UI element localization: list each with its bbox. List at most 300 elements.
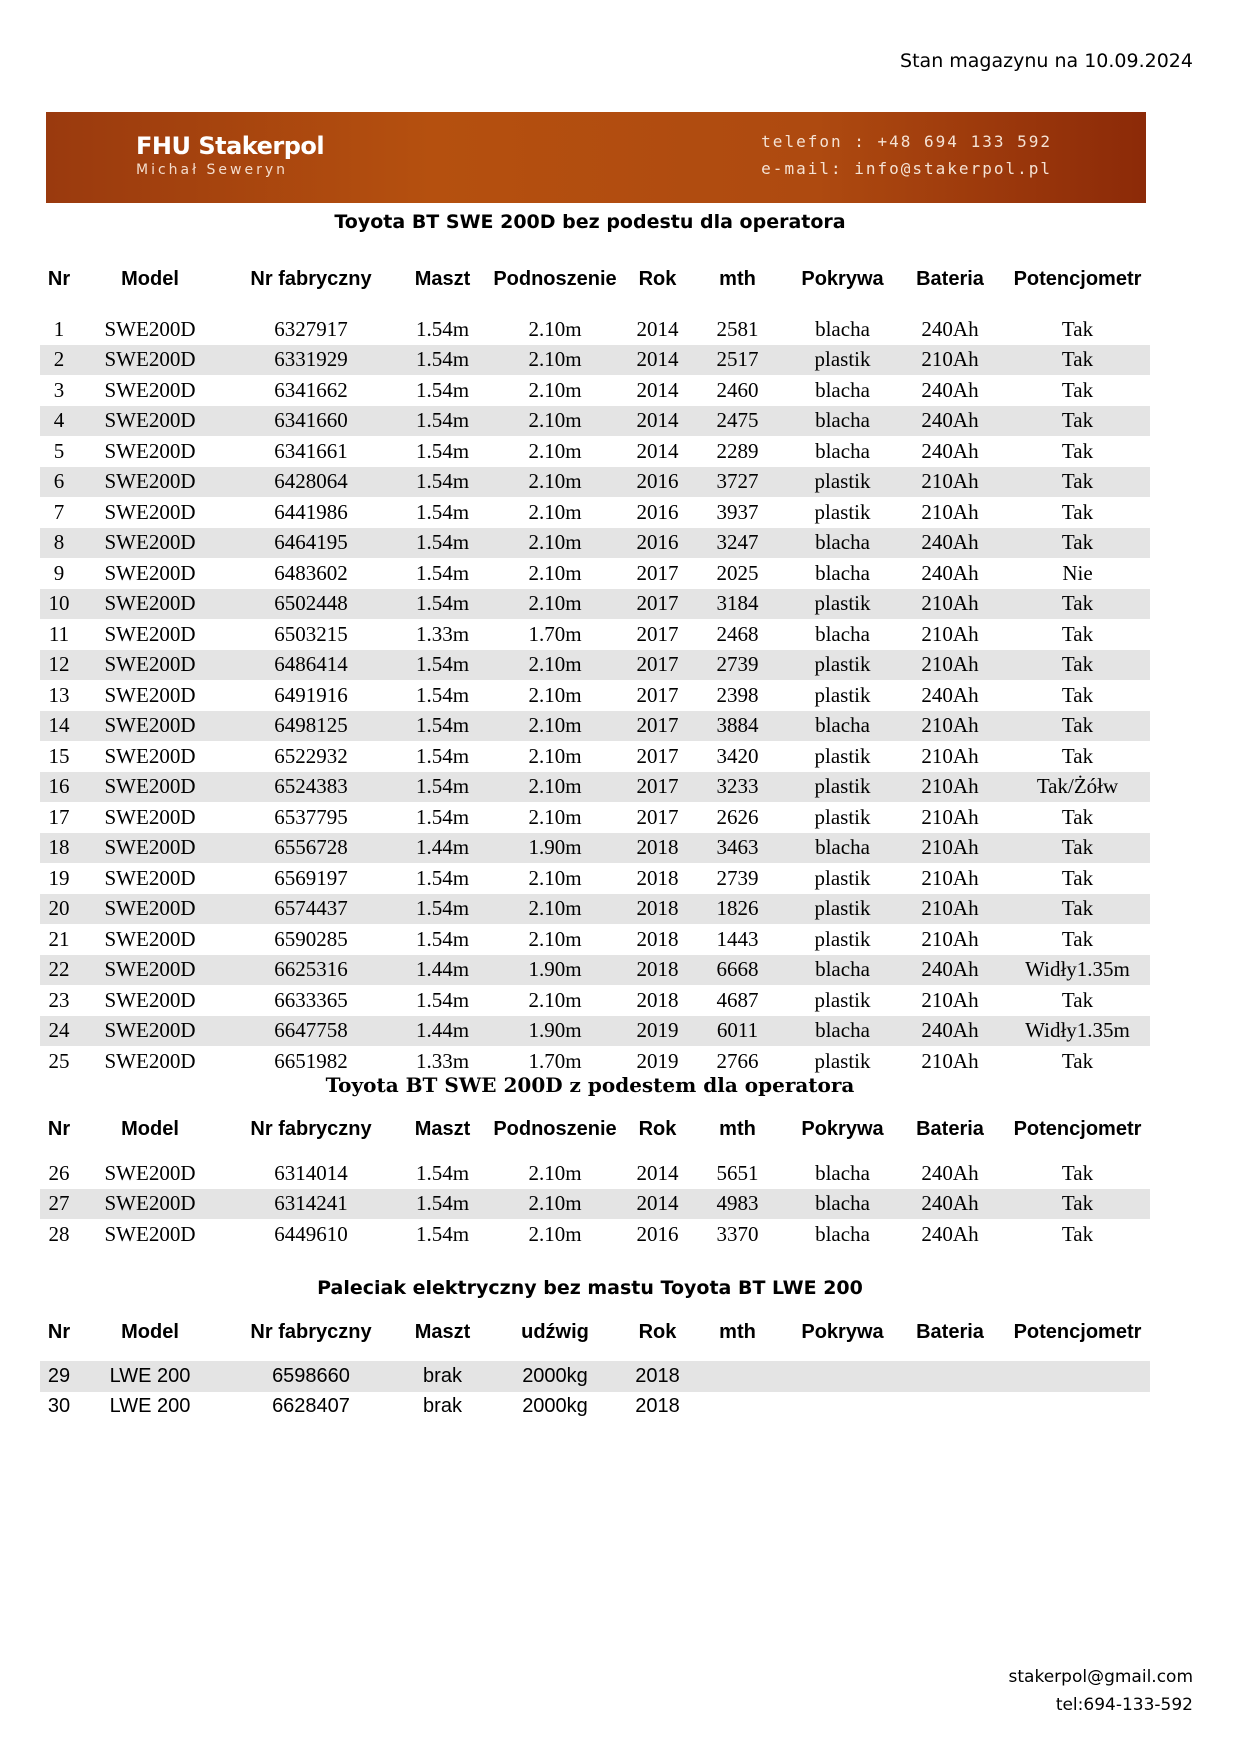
table-cell: 1.54m [415, 774, 470, 799]
table-cell: blacha [815, 621, 870, 646]
table-cell: 2018 [635, 1364, 680, 1387]
table-cell: SWE200D [104, 743, 196, 768]
table-cell: 6314014 [274, 1160, 348, 1185]
table-cell: 3233 [716, 774, 759, 799]
table-header-2 [40, 1114, 1150, 1144]
table-cell: 3184 [716, 591, 759, 616]
table-cell: 2017 [636, 743, 679, 768]
table-cell: 210Ah [921, 804, 979, 829]
table-cell: 6502448 [274, 591, 348, 616]
table-row [40, 314, 1150, 345]
table-cell: 210Ah [921, 987, 979, 1012]
column-header: Bateria [916, 1320, 984, 1343]
table-cell: blacha [815, 957, 870, 982]
table-cell: 6628407 [272, 1395, 350, 1418]
table-cell: 2739 [716, 652, 759, 677]
table-cell: 28 [48, 1221, 70, 1246]
table-cell: 2.10m [528, 1221, 582, 1246]
table-row [40, 1158, 1150, 1189]
table-cell: 2739 [716, 865, 759, 890]
table-cell: 2.10m [528, 1160, 582, 1185]
table-row [40, 528, 1150, 559]
table-cell: Tak [1061, 804, 1094, 829]
table-cell: 6598660 [272, 1364, 350, 1387]
table-cell [1005, 1361, 1150, 1392]
table-cell: 10 [48, 591, 70, 616]
table-cell: 6524383 [274, 774, 348, 799]
table-cell: 6428064 [274, 469, 348, 494]
table-cell: SWE200D [104, 804, 196, 829]
column-header: Nr fabryczny [250, 1320, 372, 1343]
table-cell: SWE200D [104, 1221, 196, 1246]
table-cell: 2.10m [528, 1191, 582, 1216]
table-cell: 2.10m [528, 682, 582, 707]
table-row [40, 589, 1150, 620]
table-cell: 6503215 [274, 621, 348, 646]
table-row [40, 558, 1150, 589]
table-cell: 210Ah [921, 347, 979, 372]
table-cell: 6464195 [274, 530, 348, 555]
table-row [40, 894, 1150, 925]
table-cell [785, 1392, 900, 1423]
table-cell: 210Ah [921, 621, 979, 646]
table-row [40, 680, 1150, 711]
table-cell: 2014 [636, 408, 679, 433]
column-header: Pokrywa [801, 1117, 884, 1140]
table-cell: 6556728 [274, 835, 348, 860]
column-header: Potencjometr [1013, 1320, 1142, 1343]
column-header: Bateria [916, 267, 984, 290]
table-cell: 240Ah [921, 1160, 979, 1185]
table-cell: 3370 [716, 1221, 759, 1246]
table-cell: 2017 [636, 560, 679, 585]
table-cell: blacha [815, 530, 870, 555]
table-cell: Tak [1061, 408, 1094, 433]
table-cell: 2017 [636, 804, 679, 829]
table-cell: 6449610 [274, 1221, 348, 1246]
table-cell: 2517 [716, 347, 759, 372]
table-cell: SWE200D [104, 1191, 196, 1216]
table-cell: 30 [47, 1395, 71, 1418]
table-cell: 240Ah [921, 560, 979, 585]
table-cell: 5651 [716, 1160, 759, 1185]
table-cell: SWE200D [104, 408, 196, 433]
owner-name: Michał Seweryn [136, 162, 289, 178]
table-cell: 6590285 [274, 926, 348, 951]
table-cell: SWE200D [104, 682, 196, 707]
table-cell: plastik [814, 347, 871, 372]
table-cell: SWE200D [104, 865, 196, 890]
table-cell: 2014 [636, 1160, 679, 1185]
table-cell: 1.33m [415, 621, 470, 646]
table-cell: SWE200D [104, 316, 196, 341]
table-cell: 17 [48, 804, 70, 829]
table-cell: 1.54m [415, 1191, 470, 1216]
column-header: mth [719, 267, 756, 290]
table-row [40, 1361, 1150, 1392]
column-header: Rok [638, 267, 677, 290]
table-cell: 2025 [716, 560, 759, 585]
table-cell: 2017 [636, 652, 679, 677]
table-row [40, 985, 1150, 1016]
table-cell: 2.10m [528, 316, 582, 341]
table-cell: 1.44m [415, 1018, 470, 1043]
table-cell: 3247 [716, 530, 759, 555]
table-cell: SWE200D [104, 1018, 196, 1043]
table-cell: 240Ah [921, 377, 979, 402]
table-row [40, 650, 1150, 681]
table-cell: 2.10m [528, 560, 582, 585]
table-cell: plastik [814, 987, 871, 1012]
table-cell: 23 [48, 987, 70, 1012]
table-cell: plastik [814, 743, 871, 768]
column-header: Potencjometr [1013, 1117, 1142, 1140]
table-cell: 2.10m [528, 743, 582, 768]
section-title-3: Paleciak elektryczny bez mastu Toyota BT LWE 200 [317, 1277, 863, 1299]
company-banner [46, 112, 1146, 203]
table-cell: plastik [814, 926, 871, 951]
table-row [40, 436, 1150, 467]
table-cell: 7 [53, 499, 65, 524]
table-cell: SWE200D [104, 896, 196, 921]
table-cell [1005, 1392, 1150, 1423]
table-cell: 1.54m [415, 743, 470, 768]
table-cell: 2.10m [528, 499, 582, 524]
table-cell: 210Ah [921, 713, 979, 738]
table-row [40, 1016, 1150, 1047]
table-cell: 19 [48, 865, 70, 890]
table-cell: 2.10m [528, 652, 582, 677]
column-header: Nr fabryczny [250, 1117, 372, 1140]
table-cell [895, 1361, 1005, 1392]
table-cell: 210Ah [921, 865, 979, 890]
table-cell: 1.54m [415, 438, 470, 463]
table-cell: plastik [814, 865, 871, 890]
table-cell: 3727 [716, 469, 759, 494]
table-cell: SWE200D [104, 469, 196, 494]
section-title-1: Toyota BT SWE 200D bez podestu dla operatora [334, 211, 846, 233]
table-cell: Widły1.35m [1025, 1018, 1130, 1043]
table-cell: 2014 [636, 347, 679, 372]
table-cell: blacha [815, 438, 870, 463]
table-cell: 2.10m [528, 347, 582, 372]
table-cell: 1.54m [415, 499, 470, 524]
table-cell: 14 [48, 713, 70, 738]
company-name: FHU Stakerpol [136, 132, 325, 160]
table-cell: 1.54m [415, 682, 470, 707]
column-header: Pokrywa [801, 267, 884, 290]
table-cell: 2018 [636, 987, 679, 1012]
table-cell: 2.10m [528, 896, 582, 921]
table-cell: 1.70m [528, 1048, 582, 1073]
table-cell: 21 [48, 926, 70, 951]
table-cell: 2.10m [528, 804, 582, 829]
table-cell: 240Ah [921, 316, 979, 341]
table-cell: blacha [815, 316, 870, 341]
table-cell: 6522932 [274, 743, 348, 768]
stock-date-label: Stan magazynu na 10.09.2024 [900, 50, 1193, 72]
column-header: Bateria [916, 1117, 984, 1140]
table-cell: 2626 [716, 804, 759, 829]
table-cell: 2014 [636, 316, 679, 341]
table-cell: 210Ah [921, 743, 979, 768]
table-cell: 2581 [716, 316, 759, 341]
table-cell: 2398 [716, 682, 759, 707]
table-row [40, 802, 1150, 833]
table-cell: LWE 200 [109, 1364, 191, 1387]
table-cell: 1.54m [415, 591, 470, 616]
table-cell: 6569197 [274, 865, 348, 890]
table-row [40, 833, 1150, 864]
table-header-1 [40, 264, 1150, 294]
table-row [40, 863, 1150, 894]
table-row [40, 741, 1150, 772]
table-cell: 1.54m [415, 377, 470, 402]
column-header: Potencjometr [1013, 267, 1142, 290]
table-cell: 2475 [716, 408, 759, 433]
footer-phone: tel:694-133-592 [1055, 1695, 1193, 1715]
table-cell: 6441986 [274, 499, 348, 524]
table-row [40, 1046, 1150, 1077]
table-cell: Tak/Żółw [1036, 774, 1119, 799]
table-cell: 2019 [636, 1048, 679, 1073]
table-row [40, 497, 1150, 528]
table-cell: 1.54m [415, 713, 470, 738]
table-cell: 2018 [636, 957, 679, 982]
table-cell: blacha [815, 1191, 870, 1216]
table-cell: Nie [1062, 560, 1093, 585]
table-cell: blacha [815, 1018, 870, 1043]
table-cell: 2.10m [528, 987, 582, 1012]
table-cell: 2017 [636, 682, 679, 707]
table-cell: Tak [1061, 347, 1094, 372]
table-cell [895, 1392, 1005, 1423]
column-header: Pokrywa [801, 1320, 884, 1343]
column-header: Podnoszenie [493, 267, 617, 290]
column-header: Rok [638, 1320, 677, 1343]
table-cell: 18 [48, 835, 70, 860]
table-cell: 2017 [636, 774, 679, 799]
table-cell: LWE 200 [109, 1395, 191, 1418]
table-row [40, 955, 1150, 986]
table-cell [785, 1361, 900, 1392]
table-cell: 1.90m [528, 835, 582, 860]
table-cell: SWE200D [104, 1160, 196, 1185]
footer-email: stakerpol@gmail.com [1008, 1667, 1193, 1687]
banner-email: e-mail: info@stakerpol.pl [761, 159, 1052, 178]
table-cell: 2016 [636, 530, 679, 555]
table-cell: Tak [1061, 591, 1094, 616]
table-cell: plastik [814, 499, 871, 524]
table-cell: 22 [48, 957, 70, 982]
table-cell: 2017 [636, 591, 679, 616]
table-cell: plastik [814, 1048, 871, 1073]
table-cell: 2.10m [528, 713, 582, 738]
table-cell: 2.10m [528, 591, 582, 616]
table-cell: plastik [814, 591, 871, 616]
table-cell: Tak [1061, 1160, 1094, 1185]
table-cell: 240Ah [921, 957, 979, 982]
table-cell: 1.54m [415, 408, 470, 433]
table-cell: 6498125 [274, 713, 348, 738]
banner-phone: telefon : +48 694 133 592 [761, 132, 1052, 151]
table-cell: 1.54m [415, 865, 470, 890]
table-cell: SWE200D [104, 1048, 196, 1073]
table-cell: 20 [48, 896, 70, 921]
table-cell: 1.44m [415, 835, 470, 860]
table-cell: 6574437 [274, 896, 348, 921]
table-body-1 [40, 314, 1150, 1077]
table-cell: 6486414 [274, 652, 348, 677]
table-cell: 6651982 [274, 1048, 348, 1073]
table-cell: 4 [53, 408, 65, 433]
table-cell: plastik [814, 774, 871, 799]
table-cell: 6341661 [274, 438, 348, 463]
table-cell: blacha [815, 835, 870, 860]
table-cell: 6314241 [274, 1191, 348, 1216]
table-cell: 24 [48, 1018, 70, 1043]
table-cell: 210Ah [921, 835, 979, 860]
table-cell: 1.54m [415, 1160, 470, 1185]
table-cell: 2016 [636, 1221, 679, 1246]
table-cell: 6537795 [274, 804, 348, 829]
table-cell: 240Ah [921, 530, 979, 555]
table-cell: SWE200D [104, 621, 196, 646]
table-cell: 2019 [636, 1018, 679, 1043]
table-cell: 2.10m [528, 865, 582, 890]
table-cell: 1.54m [415, 896, 470, 921]
table-cell: 2018 [636, 865, 679, 890]
table-row [40, 467, 1150, 498]
table-cell: 6 [53, 469, 65, 494]
table-cell: Tak [1061, 530, 1094, 555]
footer-contact [1009, 1663, 1193, 1719]
table-cell: SWE200D [104, 835, 196, 860]
table-cell: Tak [1061, 438, 1094, 463]
table-row [40, 375, 1150, 406]
table-cell: plastik [814, 469, 871, 494]
table-cell: 1.54m [415, 926, 470, 951]
table-row [40, 772, 1150, 803]
table-cell [700, 1361, 775, 1392]
table-cell: 240Ah [921, 438, 979, 463]
table-cell: Tak [1061, 621, 1094, 646]
table-cell: Tak [1061, 1191, 1094, 1216]
table-cell: 210Ah [921, 499, 979, 524]
column-header: Maszt [414, 1117, 471, 1140]
table-cell: 6011 [716, 1018, 759, 1043]
table-cell: 3420 [716, 743, 759, 768]
table-row [40, 1219, 1150, 1250]
table-cell: blacha [815, 408, 870, 433]
table-cell: 2018 [636, 896, 679, 921]
table-cell: Tak [1061, 713, 1094, 738]
table-cell: 6491916 [274, 682, 348, 707]
table-cell: SWE200D [104, 530, 196, 555]
table-row [40, 619, 1150, 650]
table-cell: 5 [53, 438, 65, 463]
table-cell: 4983 [716, 1191, 759, 1216]
section-title-2: Toyota BT SWE 200D z podestem dla operatora [325, 1073, 855, 1097]
table-cell: 2468 [716, 621, 759, 646]
table-cell: 6625316 [274, 957, 348, 982]
table-cell: 2000kg [522, 1395, 588, 1418]
table-cell: 1.70m [528, 621, 582, 646]
table-cell: 1.33m [415, 1048, 470, 1073]
table-cell: SWE200D [104, 652, 196, 677]
column-header: mth [719, 1117, 756, 1140]
table-cell: 8 [53, 530, 65, 555]
table-cell: 210Ah [921, 774, 979, 799]
table-cell: blacha [815, 560, 870, 585]
table-row [40, 1392, 1150, 1423]
table-cell: 210Ah [921, 652, 979, 677]
table-cell: plastik [814, 652, 871, 677]
table-cell: 2.10m [528, 774, 582, 799]
column-header: Rok [638, 1117, 677, 1140]
table-cell: plastik [814, 804, 871, 829]
table-cell: 1.44m [415, 957, 470, 982]
table-cell: 210Ah [921, 591, 979, 616]
table-cell: Tak [1061, 316, 1094, 341]
table-cell [700, 1392, 775, 1423]
column-header: Nr [47, 1320, 71, 1343]
table-cell: Tak [1061, 377, 1094, 402]
table-cell: 25 [48, 1048, 70, 1073]
table-cell: Tak [1061, 865, 1094, 890]
table-cell: SWE200D [104, 926, 196, 951]
table-cell: Tak [1061, 652, 1094, 677]
table-cell: 1.54m [415, 560, 470, 585]
table-cell: 1.54m [415, 530, 470, 555]
table-cell: SWE200D [104, 560, 196, 585]
column-header: Maszt [414, 267, 471, 290]
table-cell: 2014 [636, 1191, 679, 1216]
table-header-3 [40, 1317, 1150, 1347]
table-cell: blacha [815, 377, 870, 402]
table-cell: 2016 [636, 469, 679, 494]
table-cell: SWE200D [104, 957, 196, 982]
table-cell: Tak [1061, 896, 1094, 921]
table-cell: 2017 [636, 621, 679, 646]
table-cell: SWE200D [104, 499, 196, 524]
table-cell: 2.10m [528, 926, 582, 951]
table-cell: 2018 [636, 926, 679, 951]
table-cell: 1.54m [415, 652, 470, 677]
table-cell: 1.54m [415, 1221, 470, 1246]
table-cell: Tak [1061, 1048, 1094, 1073]
table-cell: Tak [1061, 499, 1094, 524]
table-cell: 6647758 [274, 1018, 348, 1043]
table-cell: 1.54m [415, 987, 470, 1012]
table-row [40, 711, 1150, 742]
table-cell: 2.10m [528, 408, 582, 433]
table-cell: SWE200D [104, 987, 196, 1012]
table-cell: 3884 [716, 713, 759, 738]
table-cell: 2014 [636, 438, 679, 463]
table-cell: 12 [48, 652, 70, 677]
table-cell: 240Ah [921, 1221, 979, 1246]
table-cell: Widły1.35m [1025, 957, 1130, 982]
column-header: Maszt [414, 1320, 471, 1343]
table-cell: 15 [48, 743, 70, 768]
table-cell: 2014 [636, 377, 679, 402]
table-cell: 2 [53, 347, 65, 372]
table-cell: Tak [1061, 835, 1094, 860]
table-cell: 26 [48, 1160, 70, 1185]
table-cell: 6633365 [274, 987, 348, 1012]
table-cell: 1 [53, 316, 65, 341]
